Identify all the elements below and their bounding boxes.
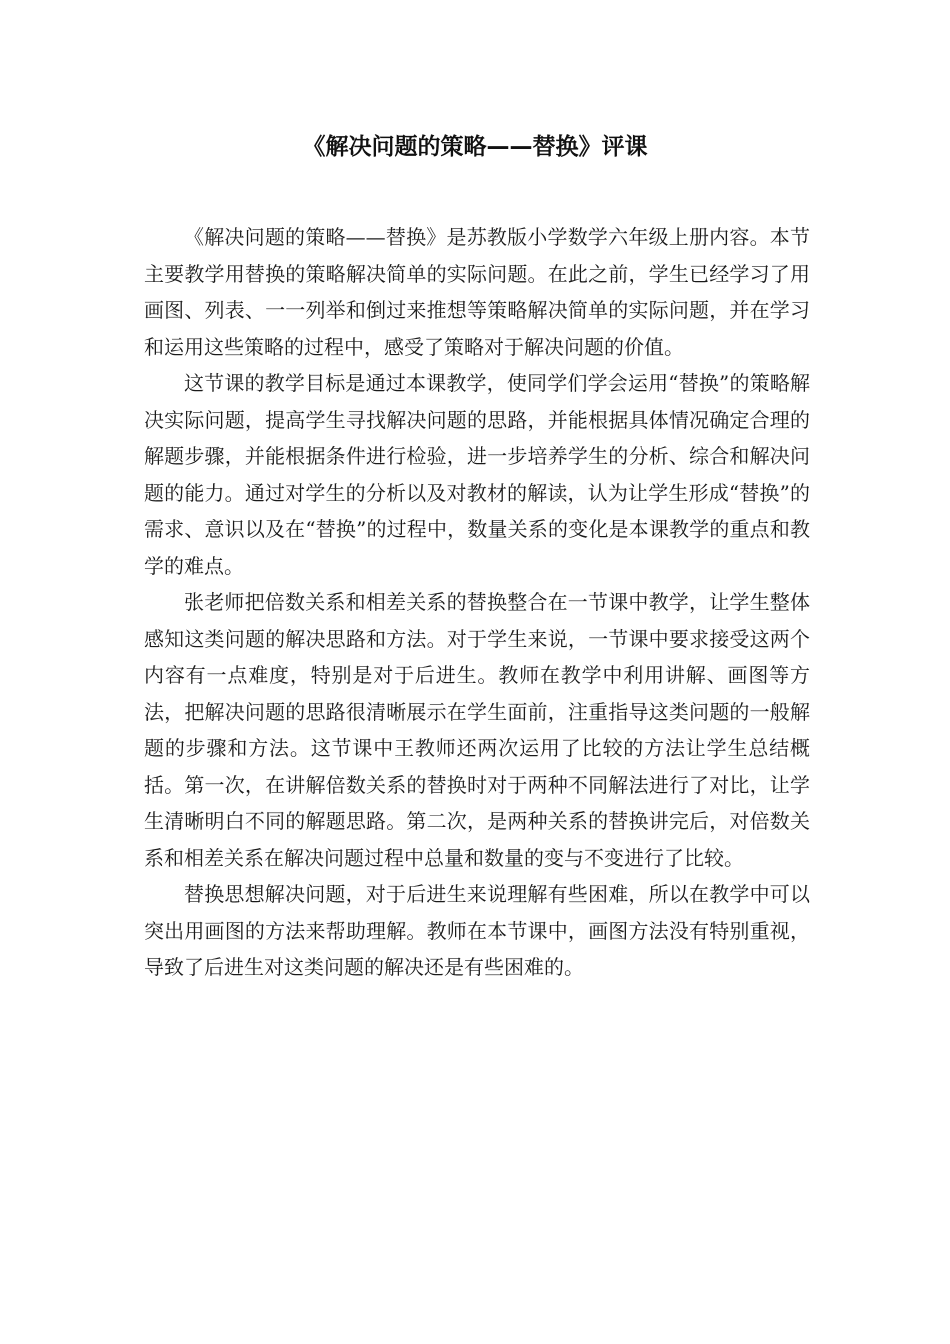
document-body [144, 219, 810, 986]
paragraph-1: 《解决问题的策略——替换》是苏教版小学数学六年级上册内容。本节主要教学用替换的策略解决简单的实际问题。在此之前，学生已经学习了用画图、列表、一一列举和倒过来推想等策略解决简单的实际问题，并在学习和运用这些策略的过程中，感受了策略对于解决问题的价值。 [144, 225, 810, 359]
document-title: 《解决问题的策略——替换》评课 [302, 134, 648, 160]
paragraph-3: 张老师把倍数关系和相差关系的替换整合在一节课中教学，让学生整体感知这类问题的解决思路和方法。对于学生来说，一节课中要求接受这两个内容有一点难度，特别是对于后进生。教师在教学中利用讲解、画图等方法，把解决问题的思路很清晰展示在学生面前，注重指导这类问题的一般解题的步骤和方法。这节课中王教师还两次运用了比较的方法让学生总结概括。第一次，在讲解倍数关系的替换时对于两种不同解法进行了对比，让学生清晰明白不同的解题思路。第二次，是两种关系的替换讲完后，对倍数关系和相差关系在解决问题过程中总量和数量的变与不变进行了比较。 [144, 590, 810, 870]
paragraph-2: 这节课的教学目标是通过本课教学，使同学们学会运用“替换”的策略解决实际问题，提高学生寻找解决问题的思路，并能根据具体情况确定合理的解题步骤，并能根据条件进行检验，进一步培养学生的分析、综合和解决问题的能力。通过对学生的分析以及对教材的解读，认为让学生形成“替换”的需求、意识以及在“替换”的过程中，数量关系的变化是本课教学的重点和教学的难点。 [144, 371, 810, 578]
paragraph-4: 替换思想解决问题，对于后进生来说理解有些困难，所以在教学中可以突出用画图的方法来帮助理解。教师在本节课中，画图方法没有特别重视，导致了后进生对这类问题的解决还是有些困难的。 [144, 882, 810, 979]
